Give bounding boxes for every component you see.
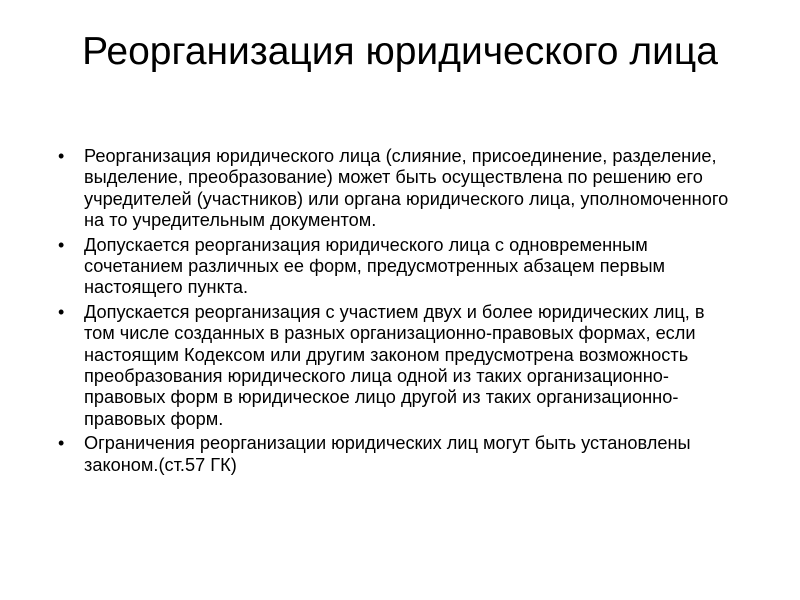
bullet-icon: • [58, 146, 65, 166]
bullet-text: Допускается реорганизация юридического лица с одновременным сочетанием различных ее форм, предусмотренных абзацем первым настоящего пункта. [84, 234, 666, 298]
bullet-text: Реорганизация юридического лица (слияние, присоединение, разделение, выделение, преобразование) может быть осуществлена по решению его учредителей (участников) или органа юридического лица, уполномоченного на то учредительным документом. [84, 146, 729, 231]
bullet-list [58, 146, 730, 479]
bullet-text: Ограничения реорганизации юридических лиц могут быть установлены законом.(ст.57 ГК) [84, 433, 691, 475]
bullet-icon: • [58, 301, 65, 322]
bullet-icon: • [58, 433, 65, 454]
bullet-icon: • [58, 234, 65, 255]
slide-title: Реорганизация юридического лица [82, 30, 718, 73]
bullet-item-1 [58, 146, 730, 232]
bullet-item-4 [58, 433, 730, 476]
bullet-item-2 [58, 235, 730, 299]
bullet-item-3 [58, 302, 730, 430]
bullet-text: Допускается реорганизация с участием двух и более юридических лиц, в том числе созданных в разных организационно-правовых формах, если настоящим Кодексом или другим законом предусмотрена возможность преобразования юридического лица одной из таких организационно-правовых форм в юридическое лицо другой из таких организационно-правовых форм. [84, 301, 705, 429]
